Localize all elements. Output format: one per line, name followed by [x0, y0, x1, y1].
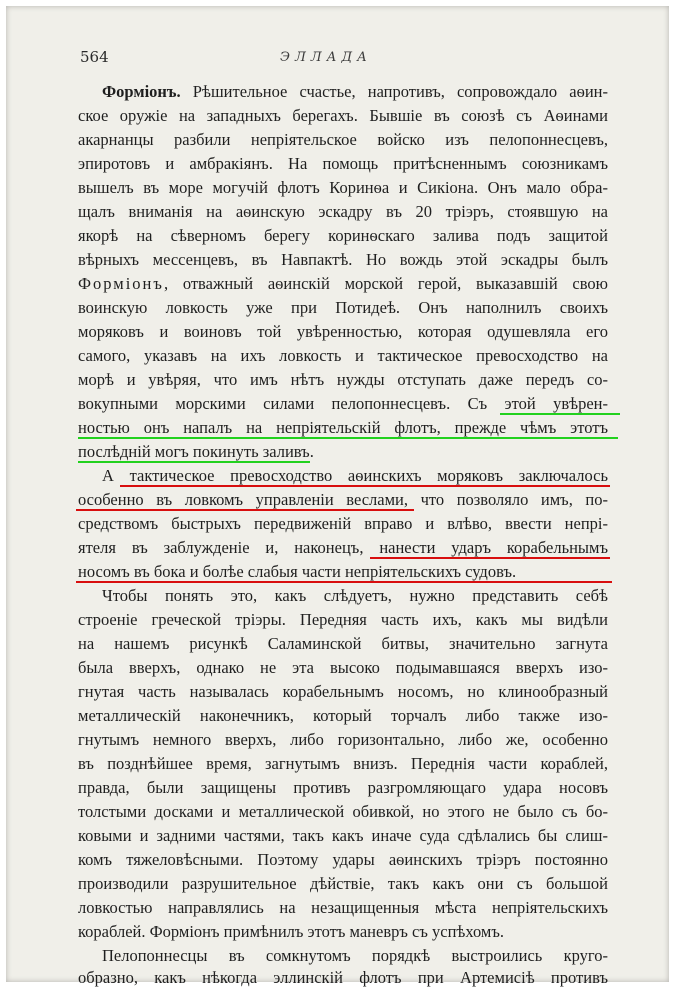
text-line: вокупными морскими силами пелопоннесцевъ. Съ этой увѣрен- [78, 394, 608, 413]
text-line: производили разрушительное дѣйствiе, такъ какъ они съ большой [78, 874, 608, 893]
text-line: Формiонъ. Рѣшительное счастье, напротивъ, сопровождало аѳин- [102, 82, 608, 101]
page-number: 564 [80, 48, 109, 66]
text-line: самого, указавъ на ихъ ловкость и тактическое превосходство на [78, 346, 608, 365]
text-line: ковыми и задними частями, такъ какъ иначе суда сдѣлались бы слиш- [78, 826, 608, 845]
text-line: Формiонъ, отважный аѳинскiй морской герой, выказавшiй свою [78, 274, 608, 293]
text-line: акарнанцы разбили непрiятельское войско изъ пелопоннесцевъ, [78, 130, 608, 149]
text-line: моряковъ и воиновъ той увѣренностью, которая одушевляла его [78, 322, 608, 341]
green-underline [78, 437, 618, 439]
red-underline [120, 485, 610, 487]
text-line: гнутымъ немного вверхъ, либо горизонтально, либо же, особенно [78, 730, 608, 749]
text-line: щалъ вниманiя на аѳинскую эскадру въ 20 трiэръ, стоявшую на [78, 202, 608, 221]
text-line: носомъ въ бока и болѣе слабыя части непрiятельскихъ судовъ. [78, 562, 517, 581]
text-line: вѣрныхъ мессенцевъ, въ Навпактѣ. Но вождь этой эскадры былъ [78, 250, 608, 269]
text-line: ловкостью направлялись на незащищенныя мѣста непрiятельскихъ [78, 898, 608, 917]
running-head: ЭЛЛАДА [280, 50, 372, 65]
red-underline [370, 557, 610, 559]
text-line: якорѣ на сѣверномъ берегу коринѳскаго залива подъ защитой [78, 226, 608, 245]
text-line: ское оружiе на западныхъ берегахъ. Бывшiе въ союзѣ съ Аѳинами [78, 106, 608, 125]
text-line: послѣднiй могъ покинуть заливъ. [78, 442, 314, 461]
text-line: комъ тяжеловѣсными. Поэтому удары аѳинскихъ трiэръ постоянно [78, 850, 608, 869]
text-line: строенiе греческой трiэры. Передняя часть ихъ, какъ мы видѣли [78, 610, 608, 629]
text-line: кораблей. Формiонъ примѣнилъ этотъ маневръ съ успѣхомъ. [78, 922, 505, 941]
text-line: на нашемъ рисункѣ Саламинской битвы, значительно загнута [78, 634, 608, 653]
text-line: металлическiй наконечникъ, который торчалъ либо также изо- [78, 706, 608, 725]
text-line: правда, были защищены противъ разгромляющаго удара носовъ [78, 778, 608, 797]
text-line: воинскую ловкость уже при Потидеѣ. Онъ наполнилъ своихъ [78, 298, 608, 317]
text-line: средствомъ быстрыхъ передвиженiй вправо и влѣво, ввести непрi- [78, 514, 608, 533]
text-line: была вверхъ, однако не эта высоко подымавшаяся вверхъ изо- [78, 658, 608, 677]
text-line: въ позднѣйшее время, загнутымъ внизъ. Переднiя части кораблей, [78, 754, 608, 773]
text-line: толстыми досками и металлической обивкой, но этого не было съ бо- [78, 802, 608, 821]
text-line: ятеля въ заблужденiе и, наконецъ, нанести ударъ корабельнымъ [78, 538, 608, 557]
name-spaced: Формiонъ [78, 274, 164, 293]
text-line: Пелопоннесцы въ сомкнутомъ порядкѣ выстроились круго- [102, 946, 608, 965]
text-line: вышелъ въ море могучiй флотъ Коринѳа и Сикiона. Онъ мало обра- [78, 178, 608, 197]
text-line: образно, какъ нѣкогда эллинскiй флотъ при Артемисiѣ противъ [78, 968, 608, 987]
text-line: морѣ и увѣряя, что имъ нѣтъ нужды отступать даже передъ со- [78, 370, 608, 389]
red-underline [76, 581, 612, 583]
text-line: эпиротовъ и амбракiянъ. На помощь притѣсненнымъ союзникамъ [78, 154, 608, 173]
text-line: ностью онъ напалъ на непрiятельскiй флотъ, прежде чѣмъ этотъ [78, 418, 608, 437]
red-underline [76, 509, 414, 511]
text-line: гнутая часть называлась корабельнымъ носомъ, но клинообразный [78, 682, 608, 701]
text-line: Чтобы понять это, какъ слѣдуетъ, нужно представить себѣ [102, 586, 608, 605]
text-line: А тактическое превосходство аѳинскихъ моряковъ заключалось [102, 466, 608, 485]
green-underline [78, 461, 310, 463]
text-line: особенно въ ловкомъ управленiи веслами, что позволяло имъ, по- [78, 490, 608, 509]
green-underline [500, 413, 620, 415]
paragraph-lead: Формiонъ. [102, 82, 181, 101]
